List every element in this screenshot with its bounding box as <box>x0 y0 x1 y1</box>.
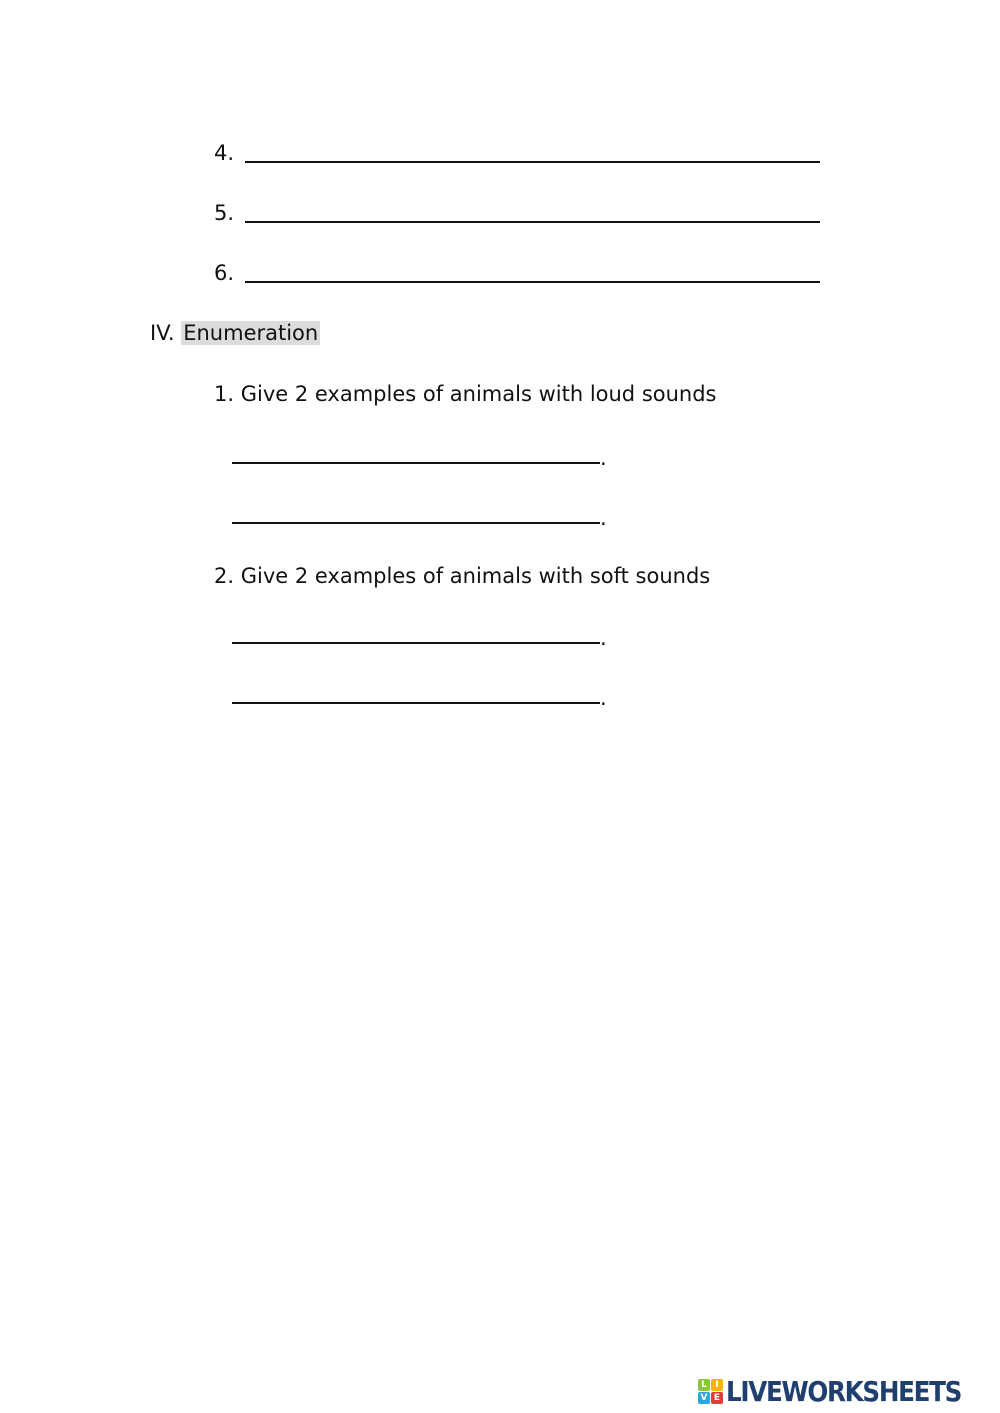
answer-line-6[interactable] <box>245 281 820 283</box>
answer-number-6: 6. <box>214 261 235 285</box>
answer-number-5: 5. <box>214 201 235 225</box>
blank-2b[interactable] <box>232 702 600 704</box>
liveworksheets-logo <box>698 1376 993 1406</box>
answer-line-5[interactable] <box>245 221 820 223</box>
blank-1b-period: . <box>600 506 607 530</box>
blank-2a[interactable] <box>232 642 600 644</box>
blank-2a-period: . <box>600 626 607 650</box>
blank-1b[interactable] <box>232 522 600 524</box>
question-2: 2. Give 2 examples of animals with soft sounds <box>214 564 711 588</box>
section-numeral: IV. <box>150 321 175 345</box>
answer-line-4[interactable] <box>245 161 820 163</box>
blank-1a[interactable] <box>232 462 600 464</box>
section-title: Enumeration <box>183 321 319 345</box>
question-1: 1. Give 2 examples of animals with loud sounds <box>214 382 717 406</box>
blank-2b-period: . <box>600 686 607 710</box>
brand-name: LIVEWORKSHEETS <box>726 1374 962 1408</box>
section-heading <box>150 320 320 346</box>
blank-1a-period: . <box>600 446 607 470</box>
answer-number-4: 4. <box>214 141 235 165</box>
live-blocks-icon: L I V E <box>698 1379 723 1404</box>
